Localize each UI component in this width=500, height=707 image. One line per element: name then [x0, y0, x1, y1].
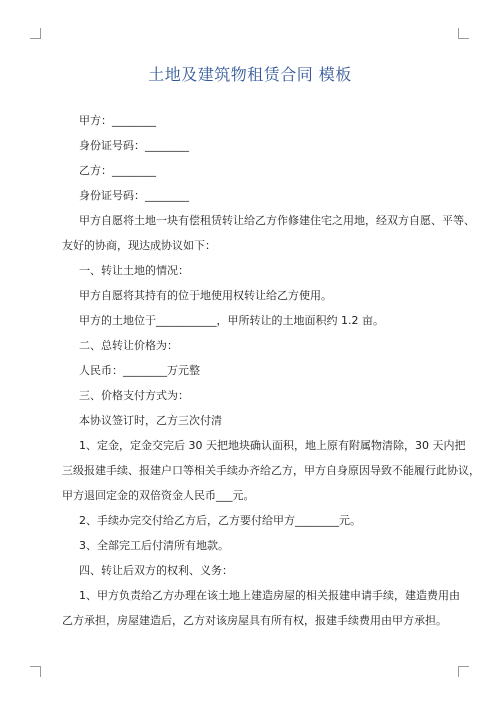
- section-1-paragraph-2: 甲方的土地位于___________，甲所转让的土地面积约 1.2 亩。: [79, 314, 384, 327]
- section-4-item-1-line-1: 1、甲方负责给乙方办理在该土地上建造房屋的相关报建申请手续，建造费用由: [79, 589, 460, 602]
- section-4-item-1-line-2: 乙方承担，房屋建造后，乙方对该房屋具有所有权，报建手续费用由甲方承担。: [62, 614, 447, 627]
- section-3-heading: 三、价格支付方式为：: [79, 389, 189, 402]
- section-3-paragraph: 本协议签订时，乙方三次付清: [79, 414, 222, 427]
- section-1-heading: 一、转让土地的情况：: [79, 264, 189, 277]
- section-4-heading: 四、转让后双方的权利、义务：: [79, 564, 233, 577]
- section-3-item-3: 3、全部完工后付清所有地款。: [79, 539, 229, 552]
- section-2-heading: 二、总转让价格为：: [79, 339, 178, 352]
- crop-mark-bottom-left: [30, 666, 41, 677]
- crop-mark-bottom-right: [458, 666, 469, 677]
- section-3-item-2: 2、手续办完交付给乙方后，乙方要付给甲方________元。: [79, 514, 361, 527]
- document-title: 土地及建筑物租赁合同 模板: [148, 65, 352, 84]
- section-3-item-1-line-3: 甲方退回定金的双倍资金人民币___元。: [62, 489, 255, 502]
- section-3-item-1-line-1: 1、定金，定金交完后 30 天把地块确认面积，地上原有附属物清除，30 天内把: [79, 439, 466, 452]
- crop-mark-top-right: [458, 28, 469, 39]
- document-body: [62, 113, 480, 638]
- intro-paragraph-line-2: 友好的协商，现达成协议如下：: [62, 239, 216, 252]
- section-3-item-1-line-2: 三级报建手续、报建户口等相关手续办齐给乙方，甲方自身原因导致不能履行此协议，: [62, 464, 480, 477]
- party-b-id-line: 身份证号码：________: [79, 189, 189, 202]
- section-2-amount: 人民币：________万元整: [79, 364, 200, 377]
- intro-paragraph-line-1: 甲方自愿将土地一块有偿租赁转让给乙方作修建住宅之用地，经双方自愿、平等、: [79, 214, 475, 227]
- section-1-paragraph-1: 甲方自愿将其持有的位于地使用权转让给乙方使用。: [79, 289, 332, 302]
- party-b-line: 乙方：________: [79, 164, 156, 177]
- party-a-id-line: 身份证号码：________: [79, 139, 189, 152]
- crop-mark-top-left: [30, 28, 41, 39]
- party-a-line: 甲方：________: [79, 114, 156, 127]
